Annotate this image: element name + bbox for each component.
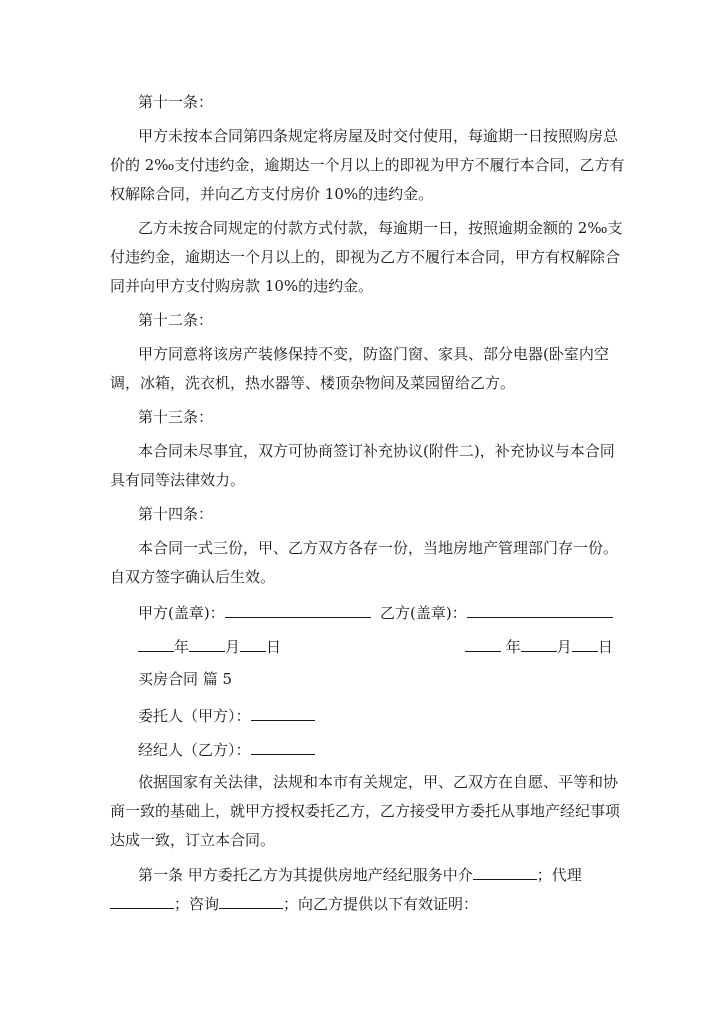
month-blank[interactable] [189, 635, 225, 652]
intro-line: 依据国家有关法律，法规和本市有关规定，甲、乙双方在自愿、平等和协 [138, 773, 619, 791]
year-label: 年 [174, 638, 190, 656]
article-13-line: 本合同未尽事宜，双方可协商签订补充协议(附件二)，补充协议与本合同 [138, 442, 615, 460]
client-line [138, 704, 315, 726]
party-a-signature-blank[interactable] [225, 601, 371, 618]
party-b-seal-label: 乙方(盖章)： [380, 604, 467, 622]
article-14-line: 自双方签字确认后生效。 [110, 568, 276, 586]
consult-blank[interactable] [219, 892, 283, 909]
client-blank[interactable] [251, 704, 315, 721]
article-11-p1-line: 价的 2‰支付违约金，逾期达一个月以上的即视为甲方不履行本合同，乙方有 [110, 156, 625, 174]
article-13-heading: 第十三条： [138, 408, 214, 426]
year-label: 年 [505, 638, 521, 656]
article-1-line [138, 863, 582, 885]
party-a-signature [138, 601, 371, 623]
article-11-p1-line: 权解除合同，并向乙方支付房价 10%的违约金。 [110, 185, 434, 203]
day-blank[interactable] [240, 635, 266, 652]
intro-line: 达成一致，订立本合同。 [110, 831, 276, 849]
article-12-heading: 第十二条： [138, 311, 214, 329]
day-label: 日 [266, 638, 282, 656]
article-11-p1-line: 甲方未按本合同第四条规定将房屋及时交付使用，每逾期一日按照购房总 [138, 127, 619, 145]
article-1-line [110, 892, 478, 914]
article-1-agency: ；代理 [536, 866, 582, 884]
article-12-line: 甲方同意将该房产装修保持不变，防盗门窗、家具、部分电器(卧室内空 [138, 345, 609, 363]
day-label: 日 [597, 638, 613, 656]
article-13-line: 具有同等法律效力。 [110, 471, 246, 489]
article-11-p2-line: 付违约金，逾期达一个月以上的，即视为乙方不履行本合同，甲方有权解除合 [110, 248, 621, 266]
article-14-line: 本合同一式三份，甲、乙方双方各存一份，当地房地产管理部门存一份。 [138, 539, 619, 557]
agent-label: 经纪人（乙方）： [138, 741, 251, 759]
article-11-p2-line: 乙方未按合同规定的付款方式付款，每逾期一日，按照逾期金额的 2‰支 [138, 219, 623, 237]
article-11-p2-line: 同并向甲方支付购房款 10%的违约金。 [110, 277, 374, 295]
party-a-seal-label: 甲方(盖章)： [138, 604, 225, 622]
month-label: 月 [556, 638, 572, 656]
article-12-line: 调，冰箱，洗衣机，热水器等、楼顶杂物间及菜园留给乙方。 [110, 374, 516, 392]
article-14-heading: 第十四条： [138, 505, 214, 523]
contract-5-title: 买房合同 篇 5 [138, 670, 233, 688]
party-a-date [138, 635, 281, 657]
agency-blank[interactable] [110, 892, 174, 909]
agent-blank[interactable] [251, 738, 315, 755]
party-b-signature [380, 601, 613, 623]
party-b-date [465, 635, 613, 657]
agent-line [138, 738, 315, 760]
party-b-signature-blank[interactable] [467, 601, 613, 618]
article-1-proofs: ；向乙方提供以下有效证明： [283, 895, 479, 913]
year-blank[interactable] [138, 635, 174, 652]
article-1-consult: ；咨询 [174, 895, 220, 913]
intro-line: 商一致的基础上，就甲方授权委托乙方，乙方接受甲方委托从事地产经纪事项 [110, 802, 621, 820]
month-blank[interactable] [521, 635, 557, 652]
year-blank[interactable] [465, 635, 501, 652]
article-1-text: 第一条 甲方委托乙方为其提供房地产经纪服务中介 [138, 866, 473, 884]
client-label: 委托人（甲方）： [138, 707, 251, 725]
day-blank[interactable] [572, 635, 598, 652]
month-label: 月 [225, 638, 241, 656]
article-11-heading: 第十一条： [138, 93, 214, 111]
intermediary-blank[interactable] [473, 863, 537, 880]
